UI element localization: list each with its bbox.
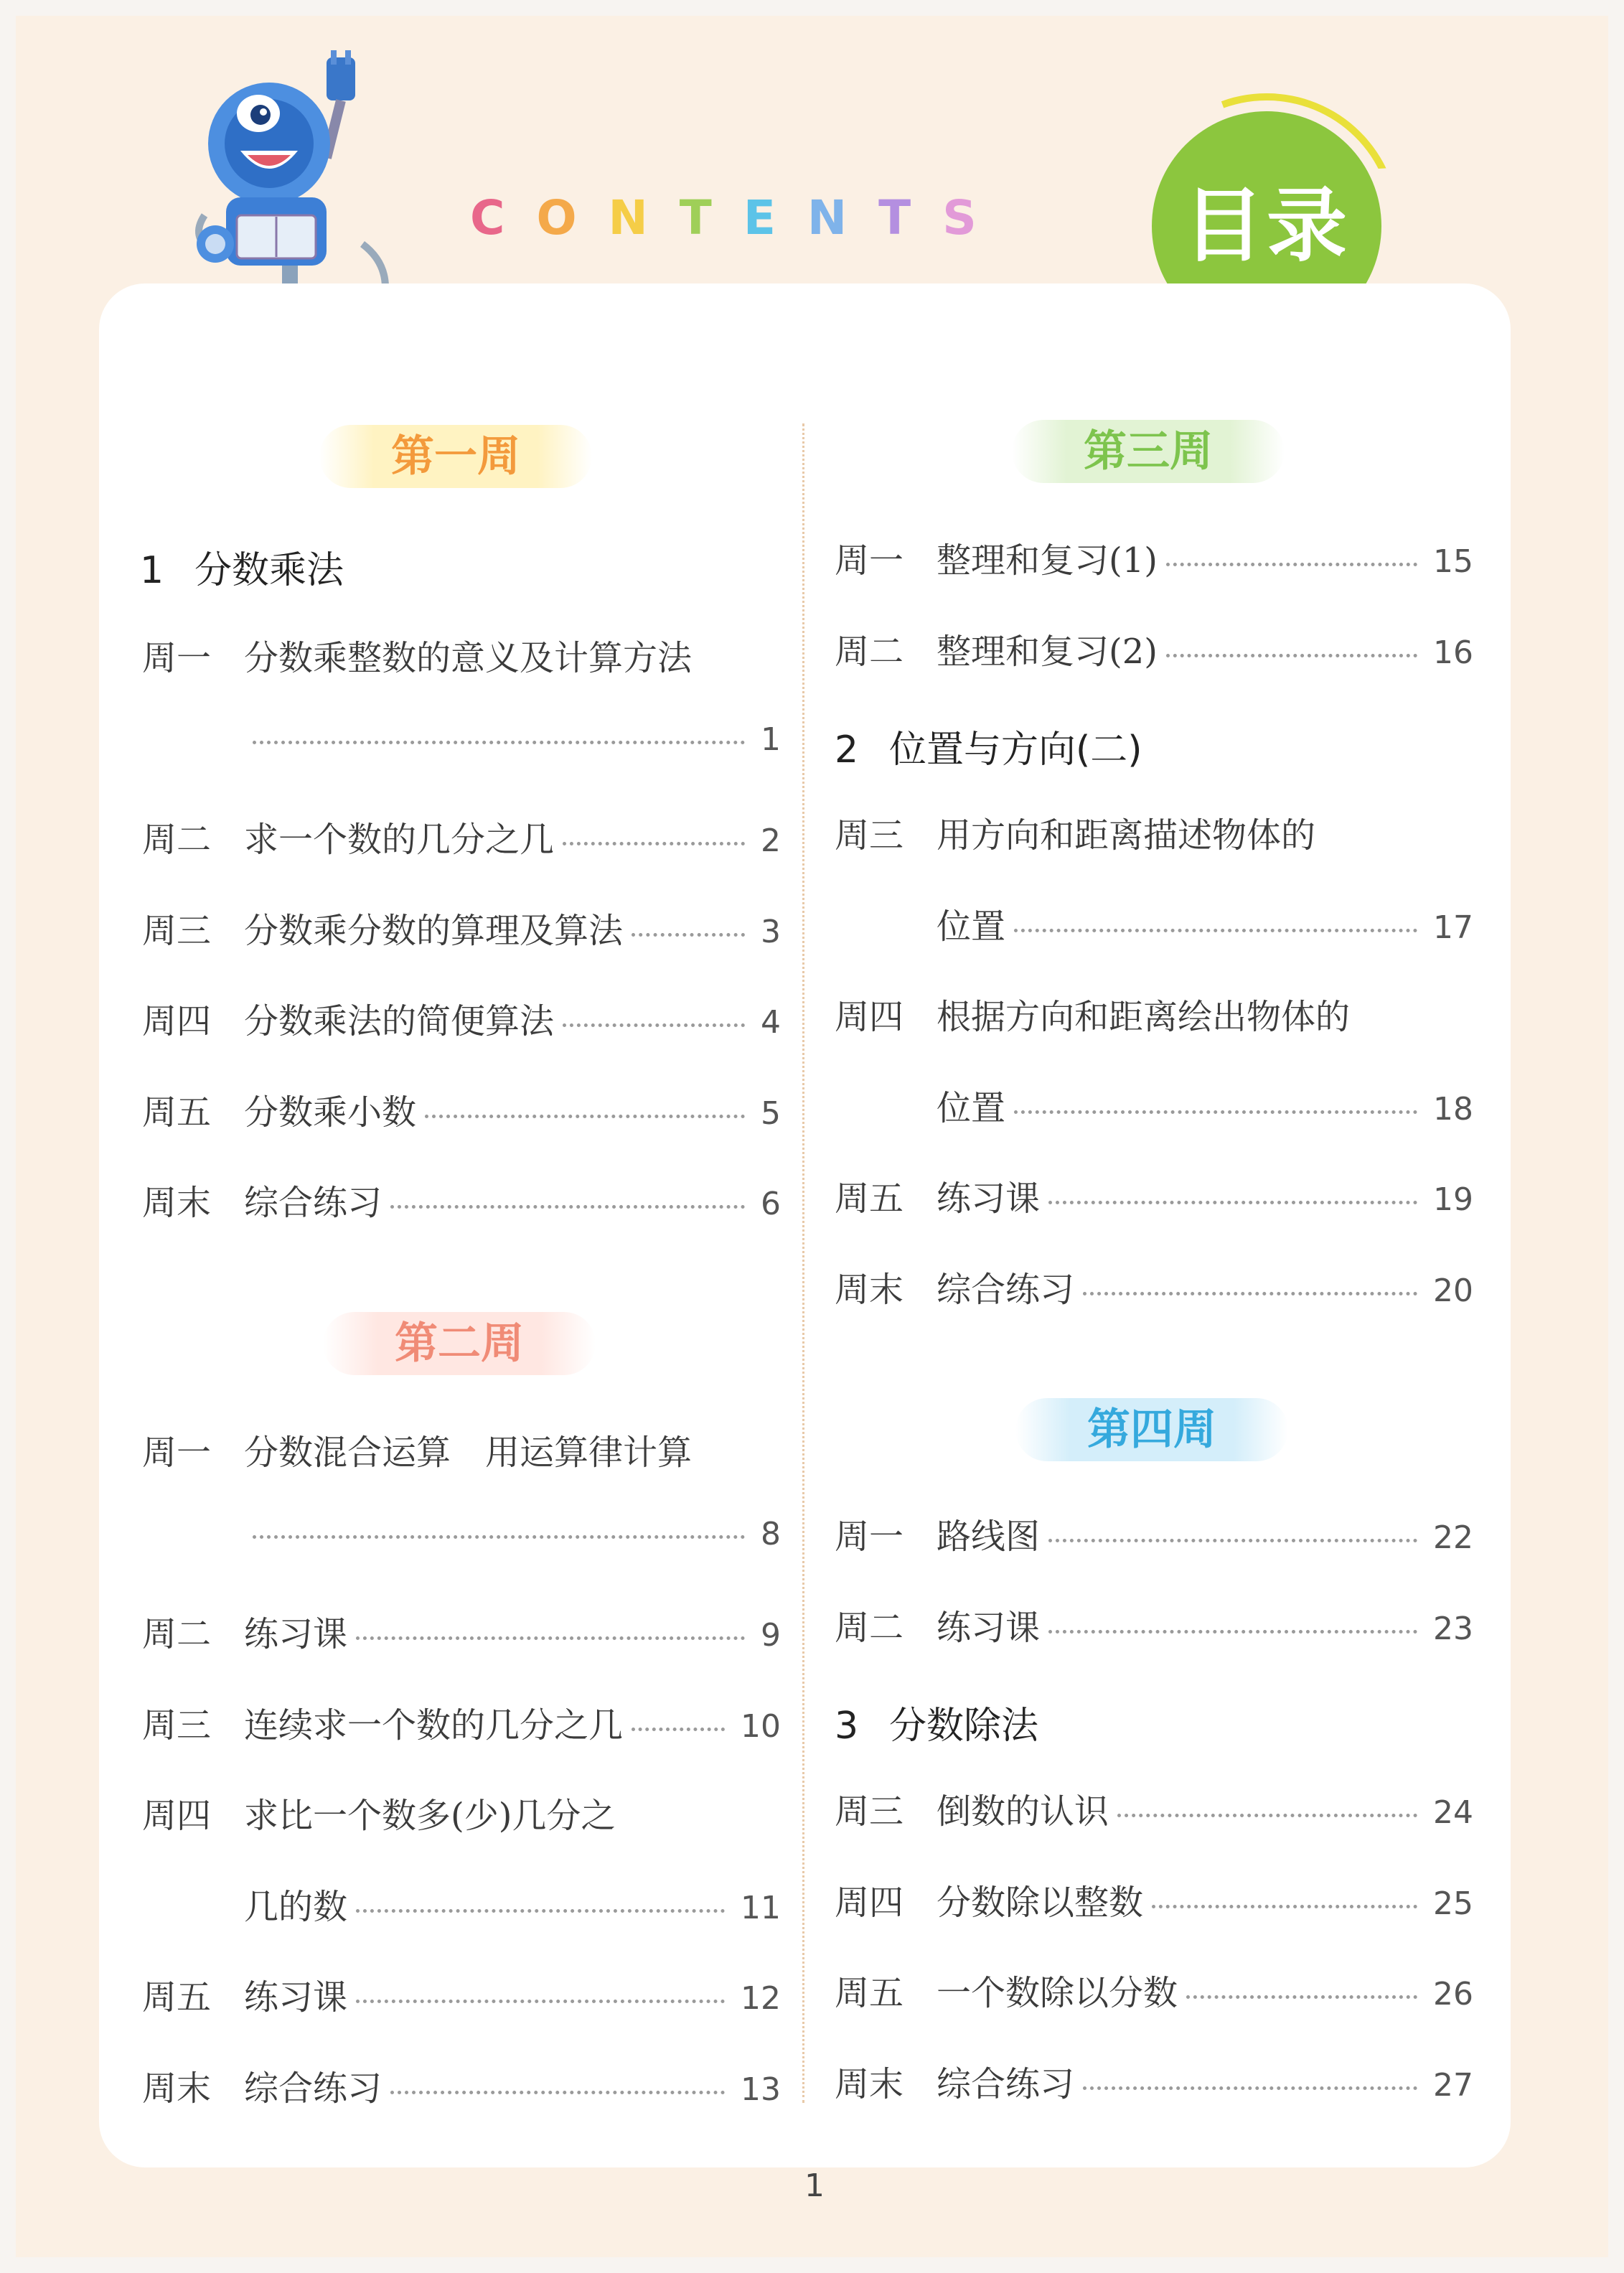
toc-entry[interactable] — [142, 1606, 781, 1661]
toc-page-number: 24 — [1433, 1794, 1473, 1831]
toc-entry-title: 分数混合运算 用运算律计算 — [244, 1433, 693, 1473]
toc-day-label: 周末 — [835, 2063, 904, 2104]
toc-entry[interactable] — [142, 903, 781, 957]
toc-page-number: 17 — [1433, 909, 1473, 946]
toc-entry-title: 分数乘分数的算理及算法 — [244, 910, 624, 951]
contents-letter: N — [807, 190, 848, 245]
toc-leader-dots — [1048, 1539, 1417, 1542]
toc-leader-dots — [563, 842, 745, 845]
unit-number: 2 — [835, 728, 859, 772]
toc-day-label: 周二 — [835, 1607, 904, 1648]
unit-title: 位置与方向(二) — [889, 728, 1142, 772]
toc-leader-dots — [425, 1115, 745, 1118]
toc-page-number: 9 — [761, 1617, 781, 1654]
contents-letter: N — [608, 190, 648, 245]
toc-page-number: 23 — [1433, 1610, 1473, 1647]
toc-leader-dots — [1117, 1814, 1417, 1817]
unit-title: 分数除法 — [889, 1705, 1039, 1748]
toc-entry[interactable] — [142, 1697, 781, 1752]
toc-entry[interactable] — [835, 2056, 1473, 2111]
toc-leader-dots — [563, 1023, 745, 1027]
toc-entry-title: 用方向和距离描述物体的 — [937, 815, 1316, 856]
toc-entry-title: 综合练习 — [937, 2063, 1075, 2104]
toc-entry-title: 练习课 — [244, 1977, 348, 2017]
toc-entry[interactable] — [835, 1875, 1473, 1929]
toc-entry[interactable] — [142, 1969, 781, 2024]
toc-leader-dots — [356, 2000, 725, 2003]
week-heading-2: 第二周 — [323, 1312, 596, 1375]
toc-entry[interactable] — [835, 1965, 1473, 2020]
toc-page-number: 2 — [761, 823, 781, 859]
toc-day-label: 周四 — [142, 1796, 212, 1836]
toc-day-label: 周三 — [835, 815, 904, 856]
toc-entry-title: 分数除以整数 — [937, 1882, 1144, 1923]
toc-entry-title: 分数乘整数的意义及计算方法 — [244, 638, 693, 678]
toc-entry[interactable] — [142, 1879, 781, 1934]
toc-leader-dots — [1048, 1630, 1417, 1634]
toc-entry-title: 综合练习 — [244, 2068, 382, 2109]
toc-day-label: 周五 — [142, 1977, 212, 2017]
toc-entry-title: 练习课 — [937, 1178, 1041, 1219]
contents-letter: T — [679, 190, 712, 245]
toc-entry-title: 分数乘法的简便算法 — [244, 1001, 555, 1041]
toc-day-label: 周三 — [835, 1791, 904, 1832]
toc-entry[interactable] — [835, 533, 1473, 587]
toc-leader-dots — [632, 1728, 725, 1731]
toc-entry[interactable] — [142, 1175, 781, 1229]
page-number: 1 — [804, 2167, 825, 2204]
toc-leader-dots — [1083, 2086, 1417, 2090]
toc-entry-title: 整理和复习(2) — [937, 631, 1158, 672]
toc-page-number: 25 — [1433, 1885, 1473, 1922]
toc-leader-dots — [253, 741, 745, 744]
toc-day-label: 周一 — [142, 638, 212, 678]
toc-page-number: 3 — [761, 913, 781, 950]
toc-page-number: 8 — [761, 1515, 781, 1552]
toc-page-number: 13 — [741, 2071, 781, 2108]
toc-day-label: 周二 — [835, 631, 904, 672]
toc-day-label: 周末 — [142, 1183, 212, 1223]
toc-leader-dots — [356, 1636, 745, 1640]
toc-entry-title: 位置 — [937, 906, 1006, 947]
toc-page-number: 18 — [1433, 1090, 1473, 1128]
toc-entry-title: 一个数除以分数 — [937, 1973, 1178, 2013]
toc-entry[interactable] — [835, 1600, 1473, 1654]
toc-entry[interactable] — [835, 989, 1473, 1044]
toc-day-label: 周五 — [835, 1973, 904, 2013]
toc-page-number: 20 — [1433, 1272, 1473, 1309]
toc-leader-dots — [1083, 1292, 1417, 1295]
toc-day-label: 周五 — [142, 1092, 212, 1133]
toc-entry-title: 连续求一个数的几分之几 — [244, 1705, 624, 1745]
toc-entry[interactable] — [142, 1425, 781, 1479]
toc-day-label: 周一 — [142, 1433, 212, 1473]
unit-number: 3 — [835, 1705, 859, 1748]
toc-entry-title: 分数乘小数 — [244, 1092, 417, 1133]
toc-leader-dots — [1166, 563, 1417, 566]
toc-leader-dots — [390, 1205, 745, 1209]
toc-entry-title: 几的数 — [244, 1886, 348, 1927]
toc-page-number: 26 — [1433, 1976, 1473, 2012]
toc-entry[interactable] — [835, 1080, 1473, 1135]
toc-page-number: 1 — [761, 721, 781, 758]
toc-day-label: 周三 — [142, 910, 212, 951]
toc-entry[interactable] — [142, 2061, 781, 2115]
toc-entry-title: 根据方向和距离绘出物体的 — [937, 997, 1351, 1037]
toc-page-number: 11 — [741, 1889, 781, 1926]
contents-heading — [470, 190, 977, 245]
unit-heading-3 — [835, 1695, 1038, 1749]
toc-page-number: 12 — [741, 1980, 781, 2017]
unit-number: 1 — [140, 549, 164, 592]
toc-leader-dots — [390, 2091, 725, 2094]
toc-entry[interactable] — [835, 1262, 1473, 1316]
toc-entry-title: 整理和复习(1) — [937, 540, 1158, 581]
toc-entry[interactable] — [142, 812, 781, 866]
toc-page-number: 6 — [761, 1186, 781, 1222]
week-heading-3: 第三周 — [1012, 420, 1285, 483]
toc-day-label: 周二 — [142, 820, 212, 860]
toc-day-label: 周四 — [142, 1001, 212, 1041]
toc-day-label: 周一 — [835, 1517, 904, 1557]
contents-letter: S — [942, 190, 977, 245]
toc-page-number: 19 — [1433, 1181, 1473, 1218]
toc-page-number: 5 — [761, 1095, 781, 1132]
toc-day-label: 周末 — [142, 2068, 212, 2109]
unit-heading-1 — [140, 540, 344, 594]
week-heading-4: 第四周 — [1015, 1398, 1288, 1461]
toc-badge-label: 目录 — [1183, 179, 1350, 273]
toc-day-label: 周一 — [835, 540, 904, 581]
toc-entry-title: 路线图 — [937, 1517, 1041, 1557]
toc-entry[interactable] — [142, 1516, 781, 1570]
toc-day-label: 周二 — [142, 1614, 212, 1654]
toc-entry-title: 倒数的认识 — [937, 1791, 1109, 1832]
toc-page-number: 22 — [1433, 1519, 1473, 1556]
toc-entry[interactable] — [835, 1784, 1473, 1838]
toc-page-number: 4 — [761, 1004, 781, 1041]
week-heading-1: 第一周 — [319, 425, 592, 488]
toc-leader-dots — [632, 933, 745, 937]
toc-entry-title: 求一个数的几分之几 — [244, 820, 555, 860]
toc-entry[interactable] — [142, 1788, 781, 1842]
toc-leader-dots — [253, 1535, 745, 1539]
toc-entry[interactable] — [142, 630, 781, 685]
toc-leader-dots — [1048, 1201, 1417, 1204]
toc-leader-dots — [1014, 929, 1417, 932]
contents-letter: O — [536, 190, 577, 245]
toc-entry-title: 练习课 — [244, 1614, 348, 1654]
toc-day-label: 周四 — [835, 1882, 904, 1923]
contents-letter: T — [878, 190, 911, 245]
toc-entry-title: 综合练习 — [244, 1183, 382, 1223]
toc-entry[interactable] — [142, 1084, 781, 1139]
toc-entry-title: 综合练习 — [937, 1269, 1075, 1310]
toc-day-label: 周末 — [835, 1269, 904, 1310]
toc-entry[interactable] — [835, 1171, 1473, 1225]
toc-day-label: 周五 — [835, 1178, 904, 1219]
toc-page-number: 15 — [1433, 543, 1473, 580]
toc-page-number: 16 — [1433, 634, 1473, 671]
toc-entry[interactable] — [142, 721, 781, 776]
column-divider — [802, 423, 804, 2103]
toc-leader-dots — [356, 1909, 725, 1913]
toc-leader-dots — [1186, 1995, 1417, 1999]
toc-entry[interactable] — [835, 624, 1473, 678]
toc-leader-dots — [1166, 654, 1417, 657]
toc-page-number: 27 — [1433, 2066, 1473, 2104]
toc-day-label: 周四 — [835, 997, 904, 1037]
contents-letter: E — [743, 190, 776, 245]
toc-entry-title: 求比一个数多(少)几分之 — [244, 1796, 616, 1836]
toc-entry[interactable] — [835, 807, 1473, 862]
toc-entry-title: 练习课 — [937, 1607, 1041, 1648]
toc-entry[interactable] — [142, 993, 781, 1048]
toc-page-number: 10 — [741, 1707, 781, 1745]
unit-heading-2 — [835, 719, 1142, 773]
unit-title: 分数乘法 — [194, 549, 344, 592]
toc-entry[interactable] — [835, 899, 1473, 953]
contents-letter: C — [470, 190, 505, 245]
toc-entry-title: 位置 — [937, 1087, 1006, 1128]
toc-leader-dots — [1014, 1110, 1417, 1114]
toc-leader-dots — [1152, 1905, 1417, 1908]
toc-entry[interactable] — [835, 1509, 1473, 1563]
toc-day-label: 周三 — [142, 1705, 212, 1745]
